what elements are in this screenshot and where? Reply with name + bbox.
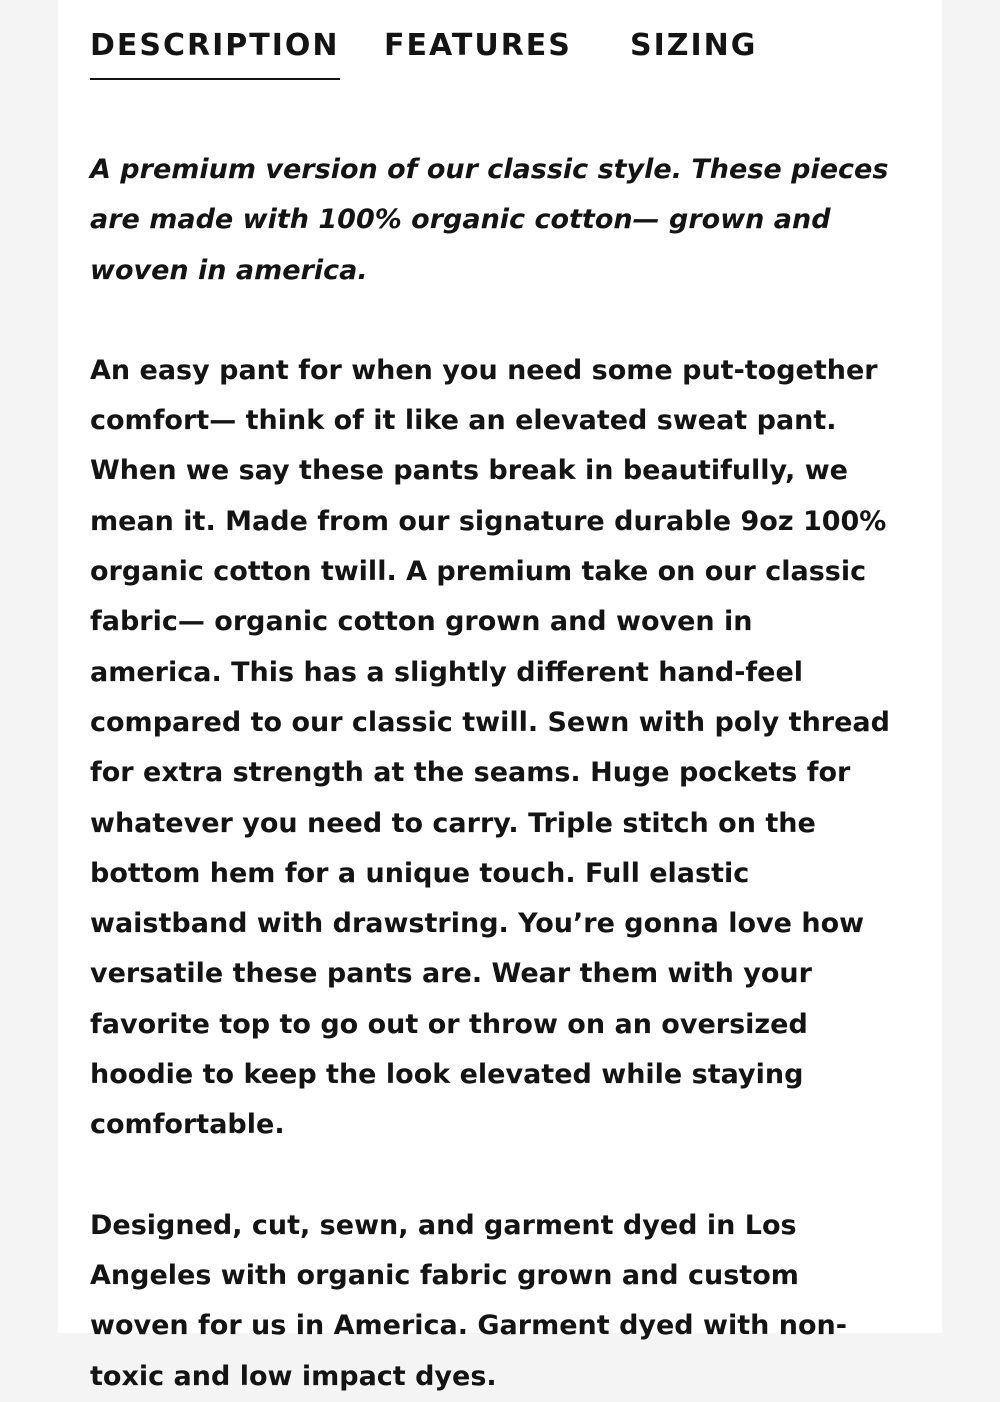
tab-description[interactable]: DESCRIPTION: [90, 26, 340, 80]
tab-features[interactable]: FEATURES: [384, 26, 572, 78]
product-info-tabs: [90, 26, 910, 82]
tab-sizing[interactable]: SIZING: [630, 26, 757, 78]
description-origin: Designed, cut, sewn, and garment dyed in Los Angeles with organic fabric grown and custom woven for us in America. Garment dyed with non-toxic and low impact dyes.: [90, 1209, 847, 1392]
product-details-panel: [58, 0, 942, 1392]
paragraph-spacer: [90, 296, 890, 346]
description-content: [90, 145, 890, 1402]
paragraph-spacer: [90, 1151, 890, 1201]
description-intro: A premium version of our classic style. These pieces are made with 100% organic cotton— grown and woven in america.: [90, 154, 889, 286]
description-body: An easy pant for when you need some put-together comfort— think of it like an elevated sweat pant. When we say these pants break in beautifully, we mean it. Made from our signature durable 9oz 100% organic cotton twill. A premium take on our classic fabric— organic cotton grown and woven in america. This has a slightly different hand-feel compared to our classic twill. Sewn with poly thread for extra strength at the seams. Huge pockets for whatever you need to carry. Triple stitch on the bottom hem for a unique touch. Full elastic waistband with drawstring. You’re gonna love how versatile these pants are. Wear them with your favorite top to go out or throw on an oversized hoodie to keep the look elevated while staying comfortable.: [90, 354, 890, 1141]
